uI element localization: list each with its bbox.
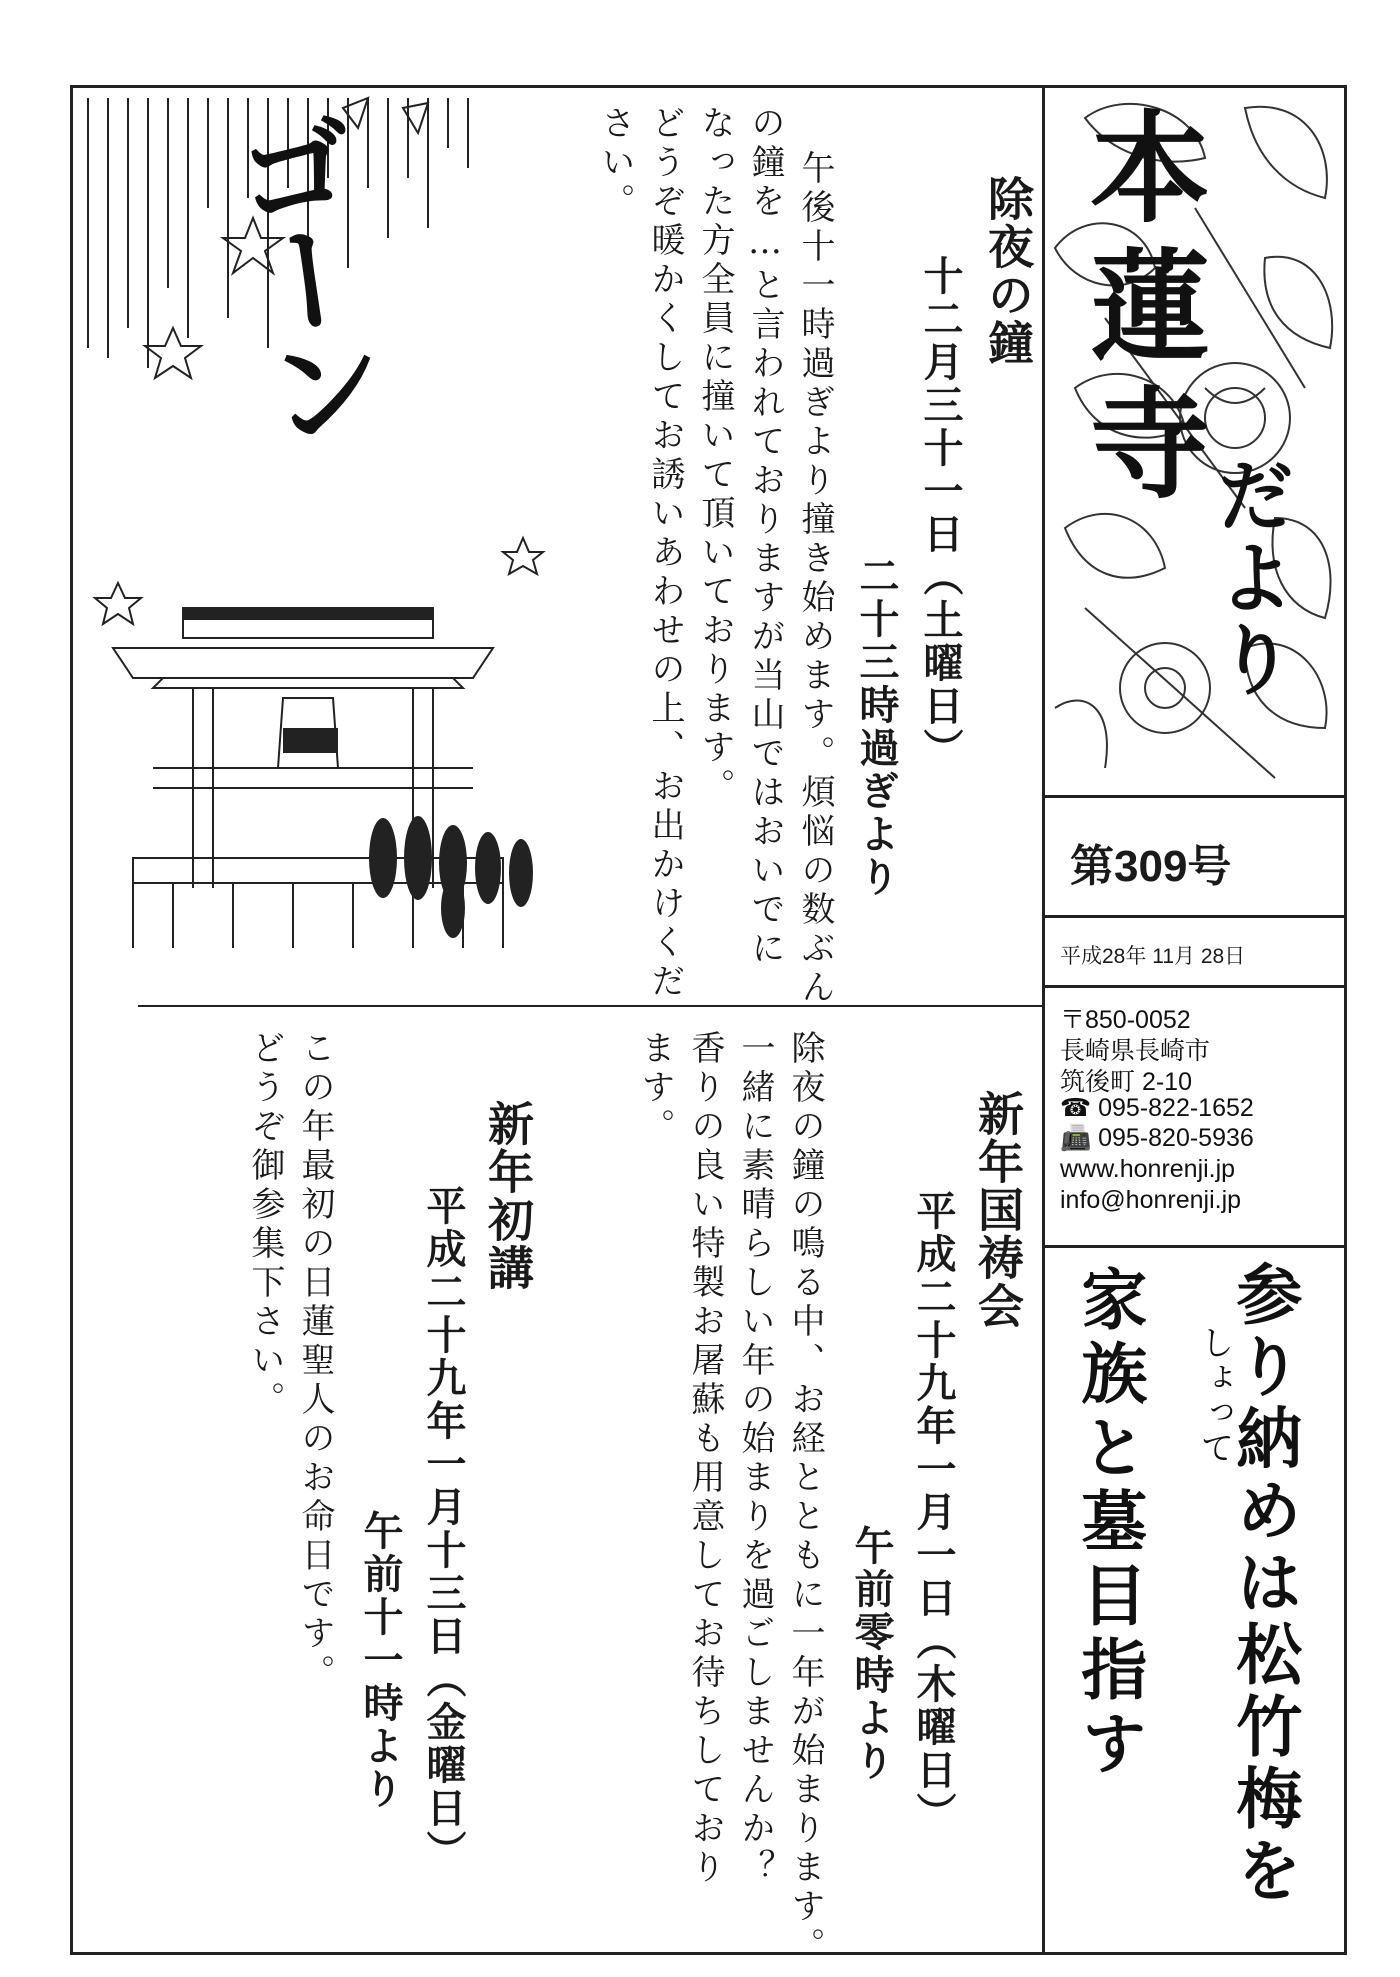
kokutou-date: 平成二十九年一月一日（木曜日） — [910, 1190, 957, 1835]
fax-row — [1060, 1124, 1254, 1153]
masthead-title: 本蓮寺 — [1070, 105, 1211, 519]
joya-body-col3: なった方全員に撞いて頂いております。 — [695, 105, 735, 807]
joya-body-col2: の鐘を…と言われておりますが当山ではおいでに — [745, 105, 785, 969]
masthead-divider — [1042, 795, 1347, 798]
kokutou-title: 新年国祷会 — [971, 1090, 1025, 1330]
fax-number: 095-820-5936 — [1098, 1124, 1254, 1152]
kokutou-body-col1: 除夜の鐘の鳴る中、お経とともに一年が始まります。 — [785, 1030, 825, 1966]
joya-body-col5: さい。 — [595, 105, 635, 222]
joya-time: 二十三時過ぎより — [853, 555, 900, 899]
hatsukou-time: 午前十一時より — [357, 1510, 404, 1811]
website-link[interactable]: www.honrenji.jp — [1060, 1155, 1236, 1183]
issue-number: 第309号 — [1070, 842, 1232, 891]
hatsukou-body-col2: どうぞ御参集下さい。 — [245, 1030, 285, 1420]
hatsukou-title: 新年初講 — [481, 1100, 535, 1292]
hatsukou-date: 平成二十九年一月十三日（金曜日） — [420, 1185, 467, 1873]
kokutou-body-col4: ます。 — [635, 1030, 675, 1147]
slogan-line-1: 参り納めは松竹梅を — [1224, 1260, 1303, 1908]
phone-row — [1060, 1093, 1254, 1123]
phone-icon: ☎ — [1060, 1094, 1092, 1122]
fax-icon: 📠 — [1060, 1124, 1092, 1152]
kokutou-body-col2: 一緒に素晴らしい年の始まりを過ごしませんか？ — [735, 1030, 775, 1888]
address-line-1: 長崎県長崎市 — [1060, 1037, 1211, 1065]
joya-title: 除夜の鐘 — [981, 175, 1035, 367]
postal-code: 〒850-0052 — [1060, 1006, 1191, 1034]
gong-sound-effect: ゴーン — [207, 101, 394, 449]
address-line-2: 筑後町 2-10 — [1060, 1068, 1192, 1096]
joya-date: 十二月三十一日（土曜日） — [917, 255, 964, 771]
slogan-line-2: 家族と墓目指す — [1069, 1265, 1148, 1783]
date-divider — [1042, 985, 1347, 988]
joya-body-col4: どうぞ暖かくしてお誘いあわせの上、お出かけくだ — [645, 105, 685, 1002]
phone-number: 095-822-1652 — [1098, 1094, 1254, 1122]
joya-body-col1: 午後十一時過ぎより撞き始めます。煩悩の数ぶん — [795, 150, 835, 1008]
hatsukou-body-col1: この年最初の日蓮聖人のお命日です。 — [295, 1030, 335, 1693]
slogan-small: しょって — [1194, 1325, 1234, 1465]
contact-divider — [1042, 1245, 1347, 1248]
section-divider — [138, 1005, 1042, 1007]
kokutou-time: 午前零時より — [848, 1525, 895, 1783]
kokutou-body-col3: 香りの良い特製お屠蘇も用意してお待ちしており — [685, 1030, 725, 1888]
issue-divider — [1042, 915, 1347, 918]
masthead-subtitle: だより — [1204, 455, 1295, 701]
email-link[interactable]: info@honrenji.jp — [1060, 1186, 1242, 1214]
issue-date: 平成28年 11月 28日 — [1060, 945, 1246, 968]
